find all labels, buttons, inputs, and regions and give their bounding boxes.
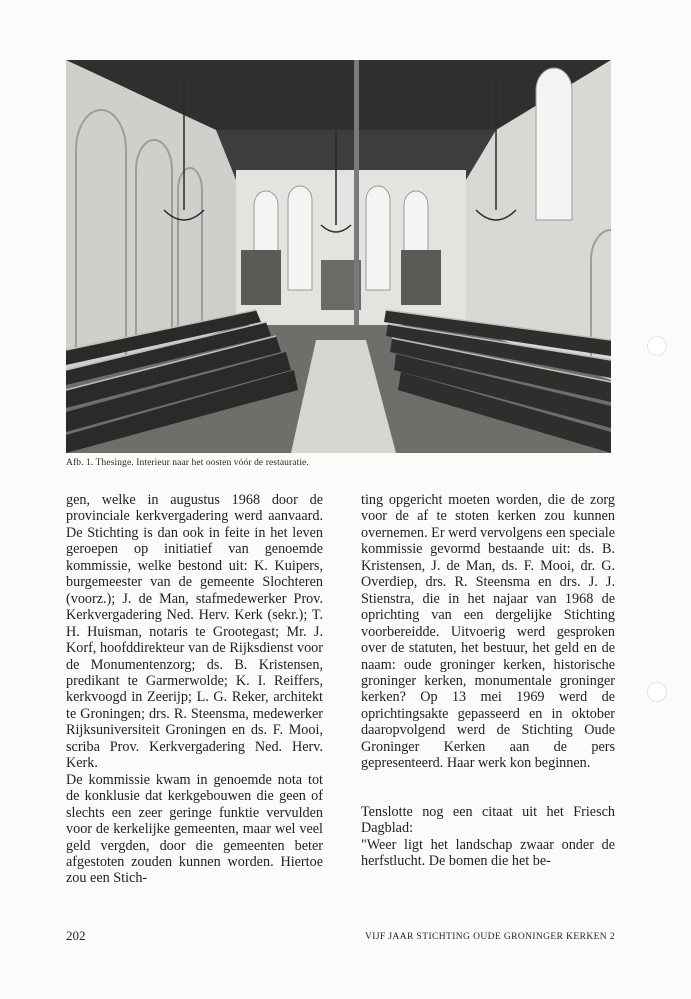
page-number: 202 xyxy=(66,928,86,943)
punch-hole xyxy=(647,336,667,356)
quote: "Weer ligt het landschap zwaar onder de herfstlucht. De bomen die het be- xyxy=(361,836,615,870)
paragraph: Tenslotte nog een citaat uit het Friesch Dagblad: xyxy=(361,803,615,837)
paragraph: ting opgericht moeten worden, die de zorg voor de af te stoten kerken zou kunnen overnemen. Er werd vervolgens een speciale kommissie gevormd bestaande uit: ds. B. Kristensen, J. de Man, ds. F. Mooi, dr. G. Overdiep, drs. R. Steensma en drs. J. J. Stienstra, die in het najaar van 1968 de oprichting van een dergelijke Stichting voorbereidde. Uitvoerig werd gesproken over de statuten, het bestuur, het geld en de naam: oude groninger kerken, historische groninger kerken, monumentale groninger kerken? Op 13 mei 1969 werd de oprichtingsakte gepasseerd en in oktober daaropvolgend werd de Stichting Oude Groninger Kerken aan de pers gepresenteerd. Haar werk kon beginnen. xyxy=(361,492,615,772)
paragraph: De kommissie kwam in genoemde nota tot de konklusie dat kerkgebouwen die geen of slechts een zeer geringe funktie vervulden voor de kerkelijke gemeenten, maar wel veel geld vergden, door die gemeenten beter afgestoten zouden kunnen worden. Hiertoe zou een Stich- xyxy=(66,771,323,887)
church-interior-photo xyxy=(66,60,611,453)
paragraph: gen, welke in augustus 1968 door de provinciale kerkvergadering werd aanvaard. De Stichting is dan ook in feite in het leven geroepen op initiatief van genoemde kommissie, welke bestond uit: K. Kuipers, burgemeester van de gemeente Slochteren (voorz.); J. de Man, stafmedewerker Prov. Kerkvergadering Ned. Herv. Kerk (sekr.); T. H. Huisman, notaris te Grootegast; Mr. J. Korf, hoofddirekteur van de Rijksdienst voor de Monumentenzorg; ds. B. Kristensen, predikant te Garmerwolde; K. I. Reiffers, kerkvoogd in Zeerijp; L. G. Reker, architekt te Groningen; drs. R. Steensma, medewerker Rijksuniversiteit Groningen en ds. F. Mooi, scriba Prov. Kerkvergadering Ned. Herv. Kerk. xyxy=(66,492,323,772)
left-column xyxy=(66,492,323,887)
figure-caption: Afb. 1. Thesinge. Interieur naar het oosten vóór de restauratie. xyxy=(66,458,309,468)
running-title: VIJF JAAR STICHTING OUDE GRONINGER KERKEN 2 xyxy=(365,932,615,942)
right-column xyxy=(361,492,615,870)
punch-hole xyxy=(647,682,667,702)
